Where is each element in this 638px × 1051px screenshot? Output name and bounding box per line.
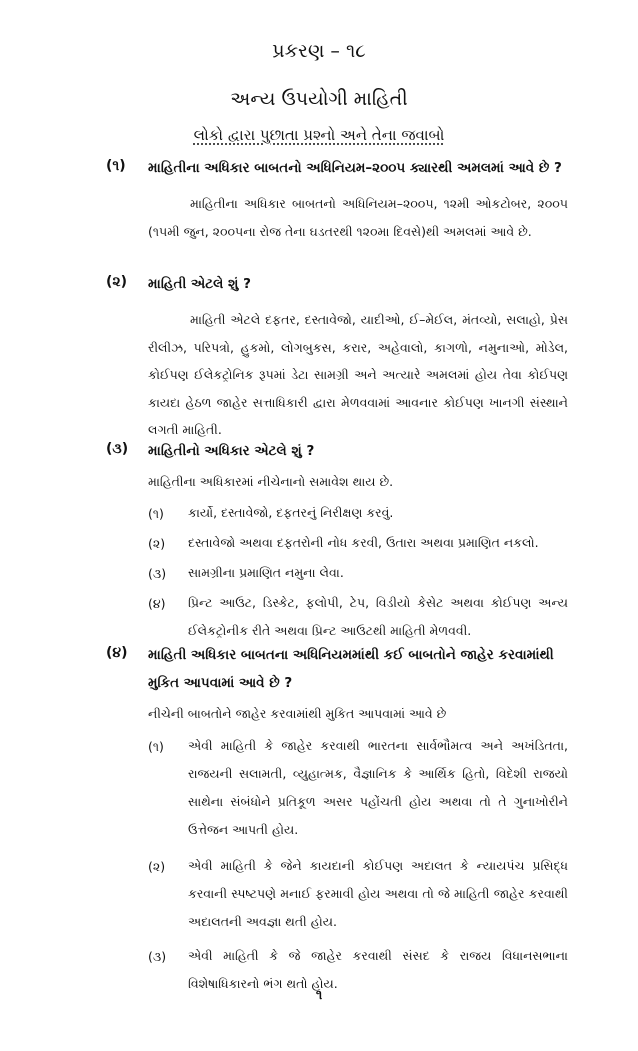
question-text: માહિતીનો અધિકાર એટલે શું ? xyxy=(148,443,315,459)
answer-text: માહિતીના અધિકાર બાબતનો અધિનિયમ–૨૦૦૫, ૧૨મી ઓકટોબર, ૨૦૦૫ (૧૫મી જુન, ૨૦૦૫ના રોજ તેના ઘડતરથી ૧૨૦મા દિવસે)થી અમલમાં આવે છે. xyxy=(148,196,568,239)
list-item-text: એવી માહિતી કે જાહેર કરવાથી ભારતના સાર્વભૌમત્વ અને અખંડિતતા, રાજયની સલામતી, વ્યુહાત્મક, વૈજ્ઞાનિક કે આર્થિક હિતો, વિદેશી રાજયો સાથેના સંબંધોને પ્રતિકૂળ અસર પહોંચતી હોય અથવા તો તે ગુનાખોરીને ઉત્તેજન આપતી હોય. xyxy=(188,738,568,837)
list-item-text: સામગ્રીના પ્રમાણિત નમુના લેવા. xyxy=(188,565,344,580)
section-intro: નીચેની બાબતોને જાહેર કરવામાંથી મુકિત આપવામાં આવે છે xyxy=(148,706,447,721)
list-item-number: (૨) xyxy=(148,536,166,551)
question-number: (૧) xyxy=(106,158,126,174)
list-item-number: (૪) xyxy=(148,596,166,611)
answer-paragraph xyxy=(148,190,568,245)
question-text: માહિતીના અધિકાર બાબતનો અધિનિયમ–૨૦૦૫ ક્યારથી અમલમાં આવે છે ? xyxy=(148,160,562,176)
list-item-number: (૧) xyxy=(148,739,164,754)
page-subtitle: લોકો દ્વારા પુછાતા પ્રશ્નો અને તેના જવાબો xyxy=(193,126,445,144)
list-item-number: (૨) xyxy=(148,859,166,874)
list-item-text: કાર્યો, દસ્તાવેજો, દફતરનું નિરીક્ષણ કરવું. xyxy=(188,505,394,520)
page-title: અન્ય ઉપયોગી માહિતી xyxy=(230,88,408,110)
chapter-heading: પ્રકરણ – ૧૮ xyxy=(272,40,366,62)
list-item-text: પ્રિન્ટ આઉટ, ડિસ્કેટ, ફલોપી, ટેપ, વિડીયો કેસેટ અથવા કોઈપણ અન્ય ઈલેકટ્રોનીક રીતે અથવા પ્રિન્ટ આઉટથી માહિતી મેળવવી. xyxy=(188,595,568,638)
section-intro: માહિતીના અધિકારમાં નીચેનાનો સમાવેશ થાય છે. xyxy=(148,474,394,489)
question-text: માહિતી એટલે શું ? xyxy=(148,276,251,292)
list-item-number: (૩) xyxy=(148,949,167,964)
question-text: માહિતી અધિકાર બાબતના અધિનિયમમાંથી કઈ બાબતોને જાહેર કરવામાંથી મુકિત આપવામાં આવે છે ? xyxy=(148,647,554,691)
page-number: ૧ xyxy=(315,988,323,1003)
list-item-number: (૩) xyxy=(148,566,167,581)
answer-text: માહિતી એટલે દફતર, દસ્તાવેજો, યાદીઓ, ઈ–મેઈલ, મંતવ્યો, સલાહો, પ્રેસ રીલીઝ, પરિપત્રો, હુકમો, લોગબુકસ, કરાર, અહેવાલો, કાગળો, નમુનાઓ, મોડેલ, કોઈપણ ઈલેકટ્રોનિક રૂપમાં ડેટા સામગ્રી અને અત્યારે અમલમાં હોય તેવા કોઈપણ કાયદા હેઠળ જાહેર સત્તાધિકારી દ્વારા મેળવવામાં આવનાર કોઈપણ ખાનગી સંસ્થાને લગતી માહિતી. xyxy=(148,312,568,437)
list-item-text: એવી માહિતી કે જે જાહેર કરવાથી સંસદ કે રાજય વિધાનસભાના વિશેષાધિકારનો ભંગ થતો હોય. xyxy=(188,948,568,991)
list-item-text: દસ્તાવેજો અથવા દફતરોની નોધ કરવી, ઉતારા અથવા પ્રમાણિત નકલો. xyxy=(188,535,539,550)
list-item-text: એવી માહિતી કે જેને કાયદાની કોઈપણ અદાલત કે ન્યાયપંચ પ્રસિદ્ધ કરવાની સ્પષ્ટપણે મનાઈ ફરમાવી હોય અથવા તો જે માહિતી જાહેર કરવાથી અદાલતની અવજ્ઞા થતી હોય. xyxy=(188,858,568,929)
answer-paragraph xyxy=(148,306,568,444)
question-number: (૪) xyxy=(106,645,128,661)
list-item-number: (૧) xyxy=(148,506,164,521)
question-number: (૨) xyxy=(106,274,128,290)
question-number: (૩) xyxy=(106,441,129,457)
